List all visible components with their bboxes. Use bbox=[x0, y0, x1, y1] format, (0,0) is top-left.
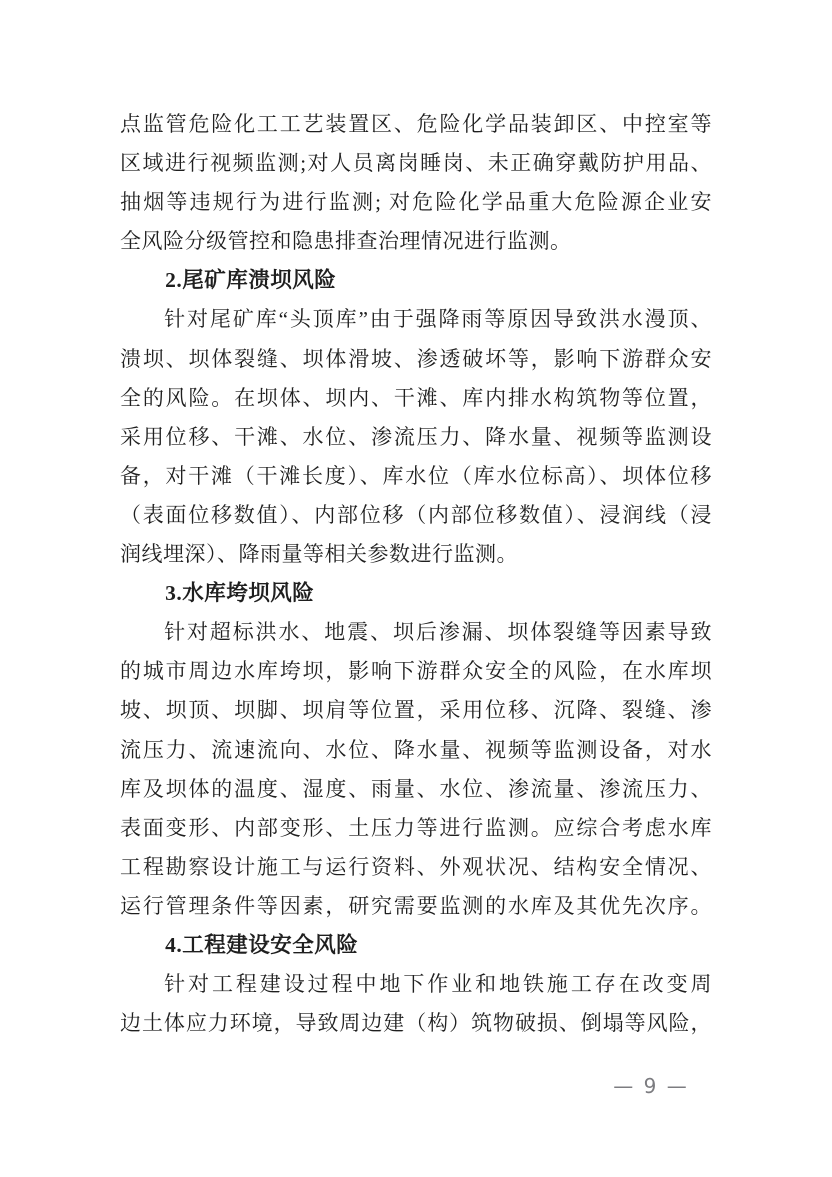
text-block bbox=[120, 105, 712, 1043]
section-heading: 4.工程建设安全风险 bbox=[165, 932, 359, 957]
text-line: 库及坝体的温度、湿度、雨量、水位、渗流量、渗流压力、 bbox=[120, 776, 712, 801]
text-line: 备，对干滩（干滩长度）、库水位（库水位标高）、坝体位移 bbox=[120, 463, 712, 488]
text-line: 全的风险。在坝体、坝内、干滩、库内排水构筑物等位置， bbox=[120, 385, 712, 410]
text-line: 点监管危险化工工艺装置区、危险化学品装卸区、中控室等 bbox=[120, 112, 712, 136]
page-number: — 9 — bbox=[613, 1074, 689, 1098]
text-line: 针对尾矿库“头顶库”由于强降雨等原因导致洪水漫顶、 bbox=[164, 307, 712, 332]
text-line: 采用位移、干滩、水位、渗流压力、降水量、视频等监测设 bbox=[120, 424, 712, 449]
text-line: （表面位移数值）、内部位移（内部位移数值）、浸润线（浸 bbox=[120, 502, 712, 527]
text-line: 溃坝、坝体裂缝、坝体滑坡、渗透破坏等，影响下游群众安 bbox=[120, 346, 712, 371]
text-line: 工程勘察设计施工与运行资料、外观状况、结构安全情况、 bbox=[120, 854, 712, 879]
text-line: 抽烟等违规行为进行监测; 对危险化学品重大危险源企业安 bbox=[120, 190, 712, 215]
text-line: 针对工程建设过程中地下作业和地铁施工存在改变周 bbox=[164, 972, 712, 997]
text-line: 流压力、流速流向、水位、降水量、视频等监测设备，对水 bbox=[120, 737, 712, 762]
text-line: 坡、坝顶、坝脚、坝肩等位置，采用位移、沉降、裂缝、渗 bbox=[120, 698, 712, 723]
text-line: 全风险分级管控和隐患排查治理情况进行监测。 bbox=[120, 229, 572, 254]
text-line: 的城市周边水库垮坝，影响下游群众安全的风险，在水库坝 bbox=[120, 659, 712, 684]
text-line: 边土体应力环境，导致周边建（构）筑物破损、倒塌等风险， bbox=[120, 1011, 712, 1036]
text-line: 润线埋深）、降雨量等相关参数进行监测。 bbox=[120, 542, 518, 567]
text-line: 表面变形、内部变形、土压力等进行监测。应综合考虑水库 bbox=[120, 815, 712, 840]
text-line: 针对超标洪水、地震、坝后渗漏、坝体裂缝等因素导致 bbox=[164, 620, 712, 645]
section-heading: 2.尾矿库溃坝风险 bbox=[165, 268, 337, 293]
section-heading: 3.水库垮坝风险 bbox=[165, 581, 315, 606]
text-line: 运行管理条件等因素，研究需要监测的水库及其优先次序。 bbox=[120, 893, 712, 918]
text-line: 区域进行视频监测;对人员离岗睡岗、未正确穿戴防护用品、 bbox=[120, 151, 712, 176]
